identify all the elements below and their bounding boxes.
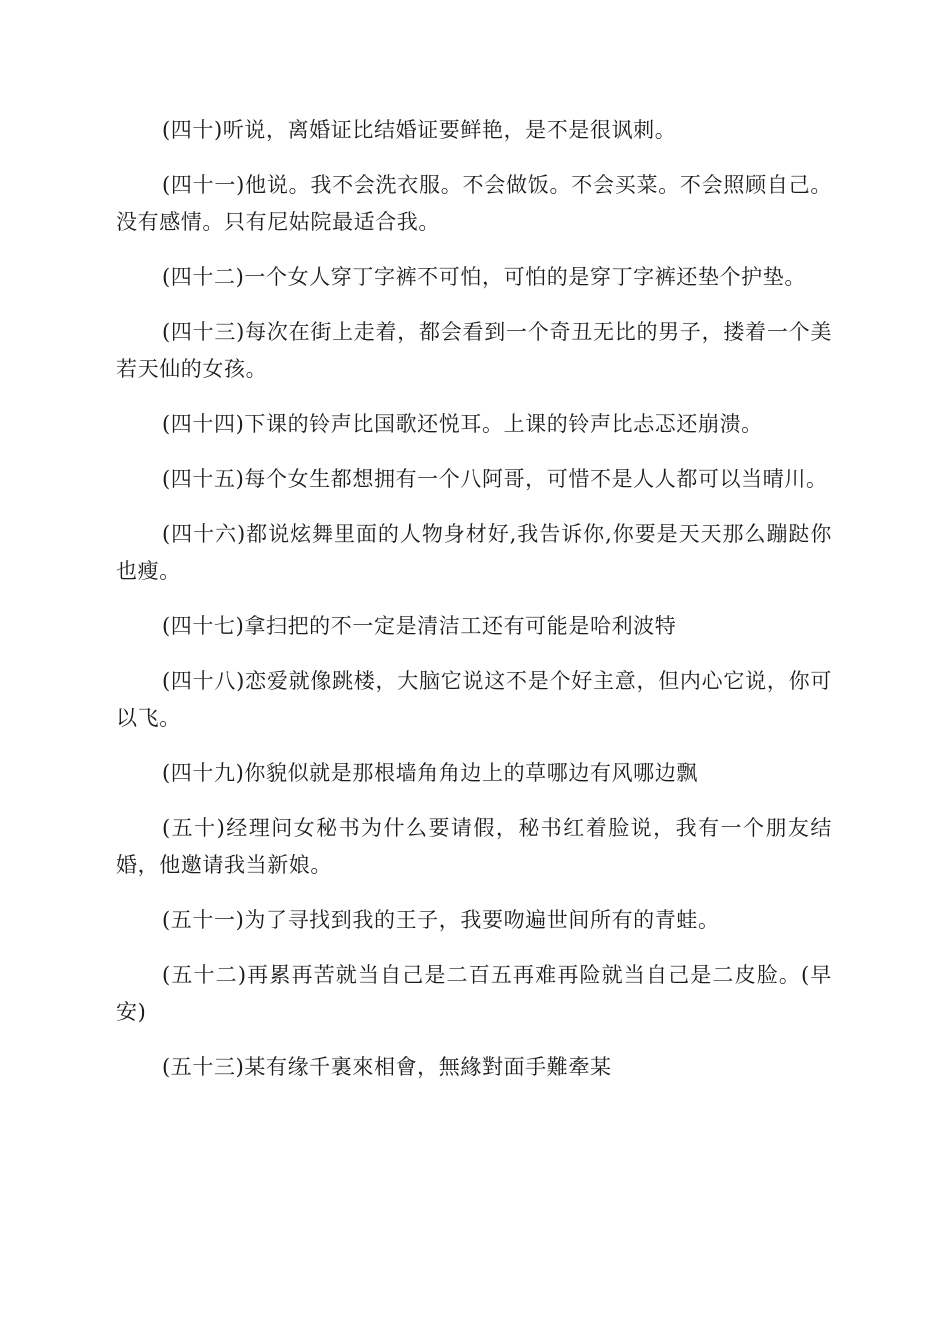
paragraph-44: (四十四)下课的铃声比国歌还悦耳。上课的铃声比忐忑还崩溃。 — [162, 412, 763, 436]
paragraph-50: (五十)经理问女秘书为什么要请假，秘书红着脸说，我有一个朋友结婚，他邀请我当新娘。 — [116, 816, 832, 877]
paragraph-52: (五十二)再累再苦就当自己是二百五再难再险就当自己是二皮脸。(早安) — [116, 963, 832, 1024]
paragraph-48: (四十八)恋爱就像跳楼，大脑它说这不是个好主意，但内心它说，你可以飞。 — [116, 669, 832, 730]
paragraph-49: (四十九)你貌似就是那根墙角角边上的草哪边有风哪边飘 — [162, 761, 698, 785]
paragraph-42: (四十二)一个女人穿丁字裤不可怕，可怕的是穿丁字裤还垫个护垫。 — [162, 265, 806, 289]
paragraph-41: (四十一)他说。我不会洗衣服。不会做饭。不会买菜。不会照顾自己。没有感情。只有尼姑院最适合我。 — [116, 173, 832, 234]
paragraph-40: (四十)听说，离婚证比结婚证要鲜艳，是不是很讽刺。 — [162, 118, 677, 142]
paragraph-45: (四十五)每个女生都想拥有一个八阿哥，可惜不是人人都可以当晴川。 — [162, 467, 828, 491]
document-body — [116, 112, 832, 1104]
paragraph-53: (五十三)某有缘千裏來相會，無緣對面手難牽某 — [162, 1055, 612, 1079]
paragraph-46: (四十六)都说炫舞里面的人物身材好,我告诉你,你要是天天那么蹦跶你也瘦。 — [116, 522, 832, 583]
paragraph-43: (四十三)每次在街上走着，都会看到一个奇丑无比的男子，搂着一个美若天仙的女孩。 — [116, 320, 832, 381]
paragraph-47: (四十七)拿扫把的不一定是清洁工还有可能是哈利波特 — [162, 614, 677, 638]
paragraph-51: (五十一)为了寻找到我的王子，我要吻遍世间所有的青蛙。 — [162, 908, 720, 932]
